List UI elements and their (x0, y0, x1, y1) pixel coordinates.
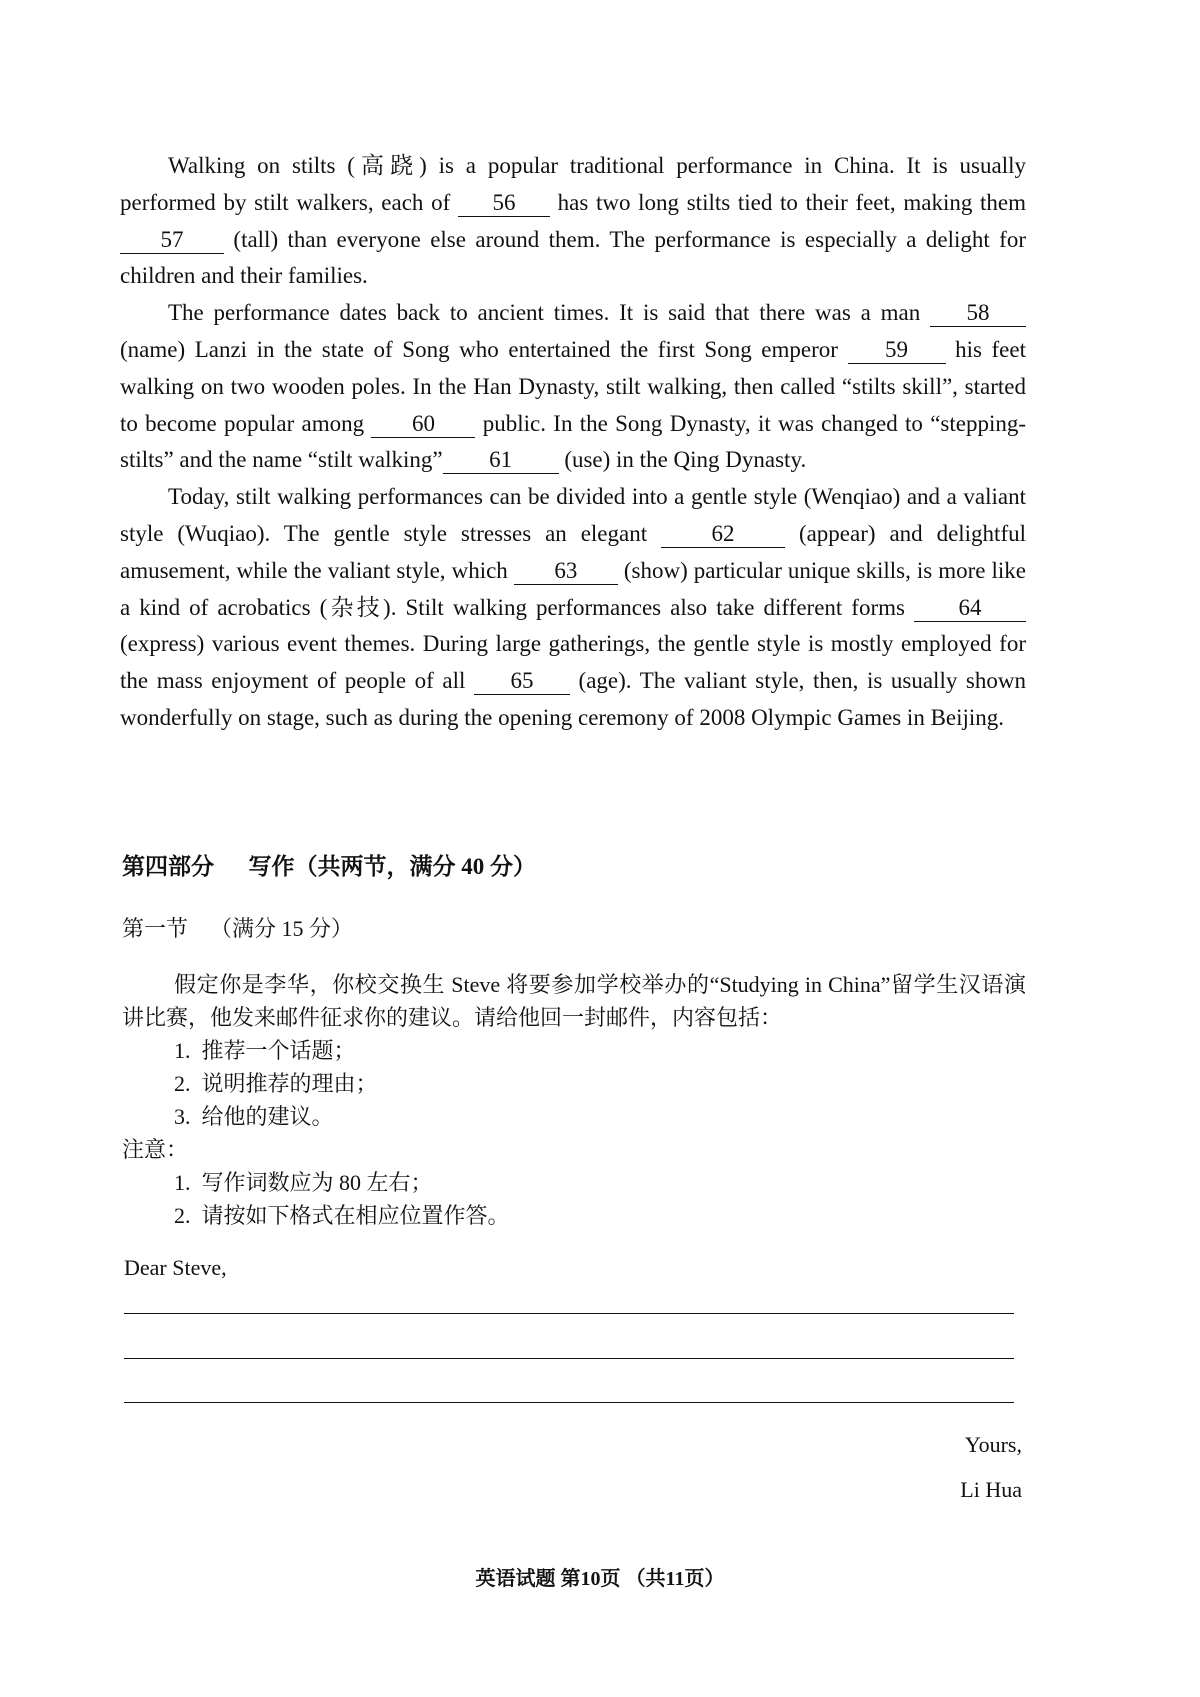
closing-text: Yours, (964, 1432, 1022, 1457)
blank-56: 56 (458, 190, 550, 217)
section-title: 第四部分 写作（共两节，满分 40 分） (122, 854, 536, 879)
notes-list (122, 1166, 1022, 1232)
blank-64: 64 (914, 595, 1026, 622)
blank-60: 60 (371, 411, 475, 438)
list-item: 3. 给他的建议。 (174, 1104, 334, 1129)
page-footer: 英语试题 第10页 （共11页） (475, 1568, 725, 1590)
content-list (122, 1034, 1022, 1133)
answer-line (124, 1358, 1014, 1359)
paragraph-3: Today, stilt walking performances can be divided into a gentle style (Wenqiao) and a valiant style (Wuqiao). The gentle style stresses an elegant 62 (appear) and delightful amusement, while the valiant style, which 63 (show) particular unique skills, is more like a kind of acrobatics (杂技). Stilt walking performances also take different forms 64 (express) various event themes. During large gatherings, the gentle style is mostly employed for the mass enjoyment of people of all 65 (age). The valiant style, then, is usually shown wonderfully on stage, such as during the opening ceremony of 2008 Olympic Games in Beijing. (120, 484, 1026, 730)
writing-task (122, 968, 1026, 1034)
cloze-passage (120, 148, 1026, 737)
blank-65: 65 (474, 668, 570, 695)
answer-line (124, 1313, 1014, 1314)
letter-closing (960, 1422, 1022, 1512)
blank-57: 57 (120, 227, 224, 254)
blank-59: 59 (848, 337, 946, 364)
task-prompt: 假定你是李华，你校交换生 Steve 将要参加学校举办的“Studying in China”留学生汉语演讲比赛，他发来邮件征求你的建议。请给他回一封邮件，内容包括： (122, 972, 1026, 1030)
blank-62: 62 (661, 521, 785, 548)
signature: Li Hua (960, 1477, 1022, 1502)
note-label: 注意： (122, 1137, 189, 1162)
list-item: 1. 推荐一个话题； (174, 1038, 356, 1063)
list-item: 1. 写作词数应为 80 左右； (174, 1170, 433, 1195)
subsection-title: 第一节 （满分 15 分） (122, 916, 354, 941)
blank-63: 63 (514, 558, 618, 585)
blank-61: 61 (443, 447, 559, 474)
blank-58: 58 (930, 300, 1026, 327)
list-item: 2. 说明推荐的理由； (174, 1071, 378, 1096)
answer-line (124, 1402, 1014, 1403)
paragraph-2: The performance dates back to ancient times. It is said that there was a man 58 (name) Lanzi in the state of Song who entertained the first Song emperor 59 his feet walking on two wooden poles. In the Han Dynasty, stilt walking, then called “stilts skill”, started to become popular among 60 public. In the Song Dynasty, it was changed to “stepping-stilts” and the name “stilt walking” 61 (use) in the Qing Dynasty. (120, 300, 1026, 473)
list-item: 2. 请按如下格式在相应位置作答。 (174, 1203, 510, 1228)
paragraph-1: Walking on stilts (高跷) is a popular traditional performance in China. It is usually performed by stilt walkers, each of 56 has two long stilts tied to their feet, making them 57 (tall) than everyone else around them. The performance is especially a delight for children and their families. (120, 153, 1027, 289)
salutation: Dear Steve, (124, 1255, 227, 1280)
